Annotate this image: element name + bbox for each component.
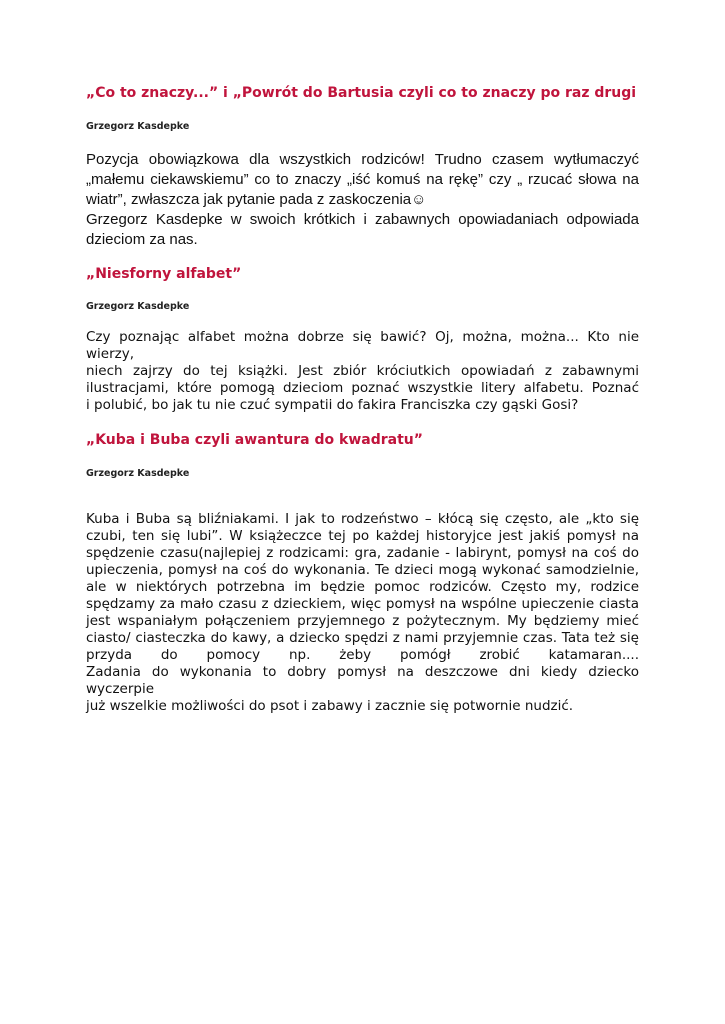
section-title: „Niesforny alfabet” — [86, 266, 242, 282]
description-line: jest wspaniałym połączeniem przyjemnego z pożytecznym. My będziemy mieć — [86, 613, 639, 629]
description-line: dzieciom za nas. — [86, 231, 198, 248]
description-line: Zadania do wykonania to dobry pomysł na deszczowe dni kiedy dziecko wyczerpie — [86, 664, 639, 697]
description-line-with-smiley — [86, 190, 639, 210]
description-line: Czy poznając alfabet można dobrze się bawić? Oj, można, można... Kto nie wierzy, — [86, 329, 639, 362]
description-line: Kuba i Buba są bliźniakami. I jak to rodzeństwo – kłócą się często, ale „kto się — [86, 511, 639, 527]
section-description — [86, 150, 639, 250]
description-line: i polubić, bo jak tu nie czuć sympatii do fakira Franciszka czy gąski Gosi? — [86, 397, 579, 413]
description-line: czubi, ten się lubi”. W książeczce tej po każdej historyjce jest jakiś pomysł na — [86, 528, 639, 544]
section-title: „Kuba i Buba czyli awantura do kwadratu” — [86, 432, 423, 448]
description-line: ilustracjami, które pomogą dzieciom poznać wszystkie litery alfabetu. Poznać — [86, 380, 639, 396]
description-text: wiatr”, zwłaszcza jak pytanie pada z zaskoczenia — [86, 191, 412, 208]
description-line: spędzenie czasu(najlepiej z rodzicami: gra, zadanie - labirynt, pomysł na coś do — [86, 545, 639, 561]
section-author: Grzegorz Kasdepke — [86, 468, 190, 479]
section-author: Grzegorz Kasdepke — [86, 301, 190, 312]
description-line: przyda do pomocy np. żeby pomógł zrobić katamaran.... — [86, 647, 639, 663]
section-title: „Co to znaczy...” i „Powrót do Bartusia czyli co to znaczy po raz drugi — [86, 85, 637, 101]
document-page — [86, 83, 639, 715]
description-line: „małemu ciekawskiemu” co to znaczy „iść komuś na rękę” czy „ rzucać słowa na — [86, 171, 639, 188]
description-line: niech zajrzy do tej książki. Jest zbiór króciutkich opowiadań z zabawnymi — [86, 363, 639, 379]
description-line: spędzamy za mało czasu z dzieckiem, więc pomysł na wspólne upieczenie ciasta — [86, 596, 639, 612]
description-line: ciasto/ ciasteczka do kawy, a dziecko spędzi z nami przyjemnie czas. Tata też się — [86, 630, 639, 646]
smiley-icon: ☺ — [411, 191, 427, 208]
section-description — [86, 511, 639, 715]
description-line: upieczenia, pomysł na coś do wykonania. Te dzieci mogą wykonać samodzielnie, — [86, 562, 639, 578]
section-description — [86, 329, 639, 414]
section-author: Grzegorz Kasdepke — [86, 121, 190, 132]
description-line: Pozycja obowiązkowa dla wszystkich rodziców! Trudno czasem wytłumaczyć — [86, 151, 639, 168]
description-line: Grzegorz Kasdepke w swoich krótkich i zabawnych opowiadaniach odpowiada — [86, 211, 639, 228]
description-line: ale w niektórych potrzebna im będzie pomoc rodziców. Często my, rodzice — [86, 579, 639, 595]
description-line: już wszelkie możliwości do psot i zabawy i zacznie się potwornie nudzić. — [86, 698, 574, 714]
